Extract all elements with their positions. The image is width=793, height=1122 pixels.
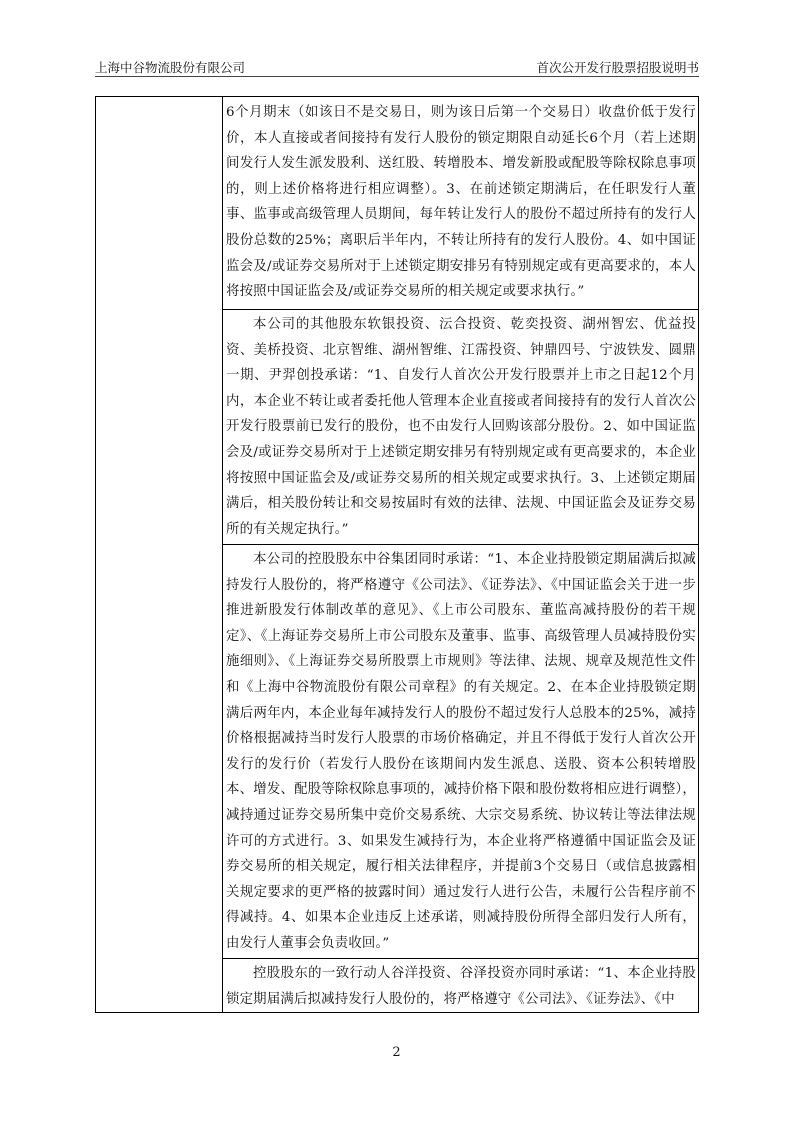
commitment-paragraph: 控股股东的一致行动人谷洋投资、谷泽投资亦同时承诺：“1、本企业持股锁定期届满后拟减持发行人股份的，将严格遵守《公司法》、《证券法》、《中 bbox=[226, 966, 696, 1007]
table-cell bbox=[223, 100, 698, 305]
cell-divider bbox=[223, 958, 698, 959]
header-document-title: 首次公开发行股票招股说明书 bbox=[536, 60, 699, 75]
header-company-name: 上海中谷物流股份有限公司 bbox=[95, 60, 246, 75]
table-cell bbox=[223, 312, 698, 542]
table-left-column bbox=[96, 97, 223, 1012]
header-rule bbox=[95, 76, 699, 77]
table-right-column bbox=[223, 97, 698, 1012]
cell-divider bbox=[223, 309, 698, 310]
table-cell bbox=[223, 961, 698, 1012]
table-cell bbox=[223, 547, 698, 957]
commitment-paragraph: 6个月期末（如该日不是交易日，则为该日后第一个交易日）收盘价低于发行价，本人直接或者间接持有发行人股份的锁定期限自动延长6个月（若上述期间发行人发生派发股利、送红股、转增股本、增发新股或配股等除权除息事项的，则上述价格将进行相应调整）。3、在前述锁定期满后，在任职发行人董事、监事或高级管理人员期间，每年转让发行人的股份不超过所持有的发行人股份总数的25%；离职后半年内，不转让所持有的发行人股份。4、如中国证监会及/或证券交易所对于上述锁定期安排另有特别规定或有更高要求的，本人将按照中国证监会及/或证券交易所的相关规定或要求执行。” bbox=[226, 105, 696, 300]
page-number: 2 bbox=[392, 1045, 401, 1060]
commitment-paragraph: 本公司的控股股东中谷集团同时承诺：“1、本企业持股锁定期届满后拟减持发行人股份的，将严格遵守《公司法》、《证券法》、《中国证监会关于进一步推进新股发行体制改革的意见》、《上市公司股东、董监高减持股份的若干规定》、《上海证券交易所上市公司股东及董事、监事、高级管理人员减持股份实施细则》、《上海证券交易所股票上市规则》等法律、法规、规章及规范性文件和《上海中谷物流股份有限公司章程》的有关规定。2、在本企业持股锁定期满后两年内，本企业每年减持发行人的股份不超过发行人总股本的25%，减持价格根据减持当时发行人股票的市场价格确定，并且不得低于发行人首次公开发行的发行价（若发行人股份在该期间内发生派息、送股、资本公积转增股本、增发、配股等除权除息事项的，减持价格下限和股份数将相应进行调整），减持通过证券交易所集中竞价交易系统、大宗交易系统、协议转让等法律法规许可的方式进行。3、如果发生减持行为，本企业将严格遵循中国证监会及证券交易所的相关规定，履行相关法律程序，并提前3个交易日（或信息披露相关规定要求的更严格的披露时间）通过发行人进行公告，未履行公告程序前不得减持。4、如果本企业违反上述承诺，则减持股份所得全部归发行人所有，由发行人董事会负责收回。” bbox=[226, 552, 696, 951]
cell-divider bbox=[223, 544, 698, 545]
commitment-paragraph: 本公司的其他股东软银投资、沄合投资、乾奕投资、湖州智宏、优益投资、美桥投资、北京智维、湖州智维、江霈投资、钟鼎四号、宁波铁发、圆鼎一期、尹羿创投承诺：“1、自发行人首次公开发行股票并上市之日起12个月内，本企业不转让或者委托他人管理本企业直接或者间接持有的发行人首次公开发行股票前已发行的股份，也不由发行人回购该部分股份。2、如中国证监会及/或证券交易所对于上述锁定期安排另有特别规定或有更高要求的，本企业将按照中国证监会及/或证券交易所的相关规定或要求执行。3、上述锁定期届满后，相关股份转让和交易按届时有效的法律、法规、中国证监会及证券交易所的有关规定执行。” bbox=[226, 317, 696, 537]
commitment-table bbox=[95, 96, 699, 1013]
